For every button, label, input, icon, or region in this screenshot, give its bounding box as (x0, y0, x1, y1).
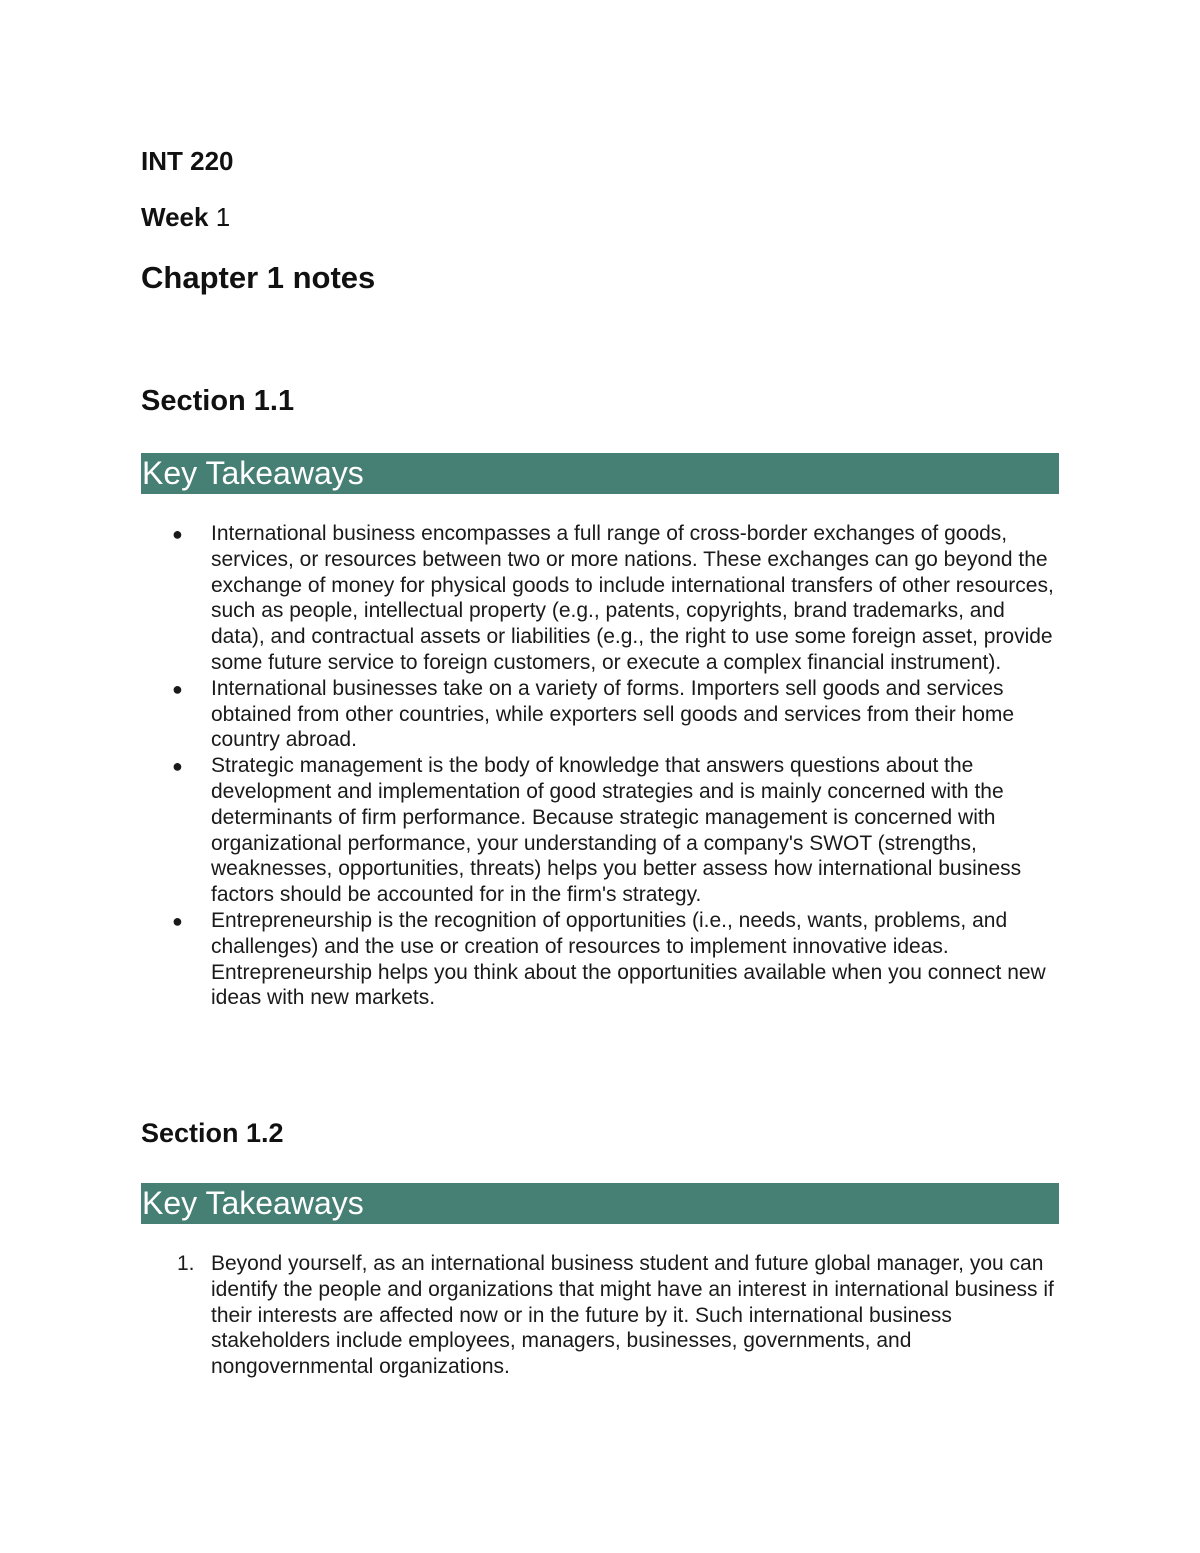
list-item-text: Entrepreneurship is the recognition of opportunities (i.e., needs, wants, problems, and challenges) and the use or creation of resources to implement innovative ideas. Entrepreneurship helps you think about the opportunities available when you connect new ideas with new markets. (211, 908, 1046, 1010)
section-title: Section 1.1 (141, 385, 295, 417)
list-item (0, 676, 1061, 753)
bullet-icon: ● (172, 756, 183, 777)
list-item (0, 521, 1061, 676)
list-number: 1. (177, 1252, 195, 1275)
week-label: Week (141, 202, 209, 232)
week-heading (141, 202, 230, 233)
key-takeaways-banner: Key Takeaways (141, 453, 1059, 494)
bullet-icon: ● (172, 910, 183, 931)
week-number: 1 (215, 202, 231, 232)
takeaways-bullet-list (0, 521, 1061, 1011)
takeaways-numbered-list (0, 1251, 1061, 1380)
list-item (0, 908, 1061, 1011)
key-takeaways-banner: Key Takeaways (141, 1183, 1059, 1224)
bullet-icon: ● (172, 524, 183, 544)
list-item (0, 753, 1061, 908)
chapter-title: Chapter 1 notes (141, 260, 376, 295)
section-title: Section 1.2 (141, 1118, 284, 1148)
list-item-text: Strategic management is the body of knowledge that answers questions about the development and implementation of good strategies and is mainly concerned with the determinants of firm performance. Because strategic management is concerned with organizational performance, your understanding of a company's SWOT (strengths, weaknesses, opportunities, threats) helps you better assess how international business factors should be accounted for in the firm's strategy. (211, 754, 1022, 907)
list-item-text: Beyond yourself, as an international business student and future global manager, you can identify the people and organizations that might have an interest in international business if their interests are affected now or in the future by it. Such international business stakeholders include employees, managers, businesses, governments, and nongovernmental organizations. (211, 1252, 1054, 1379)
course-code-heading: INT 220 (141, 146, 234, 176)
bullet-icon: ● (172, 678, 183, 699)
list-item-text: International business encompasses a full range of cross-border exchanges of goods, services, or resources between two or more nations. These exchanges can go beyond the exchange of money for physical goods to include international transfers of other resources, such as people, intellectual property (e.g., patents, copyrights, brand trademarks, and data), and contractual assets or liabilities (e.g., the right to use some foreign asset, provide some future service to foreign customers, or execute a complex financial instrument). (211, 522, 1054, 674)
list-item-text: International businesses take on a variety of forms. Importers sell goods and services obtained from other countries, while exporters sell goods and services from their home country abroad. (211, 676, 1015, 752)
list-item (0, 1251, 1061, 1380)
